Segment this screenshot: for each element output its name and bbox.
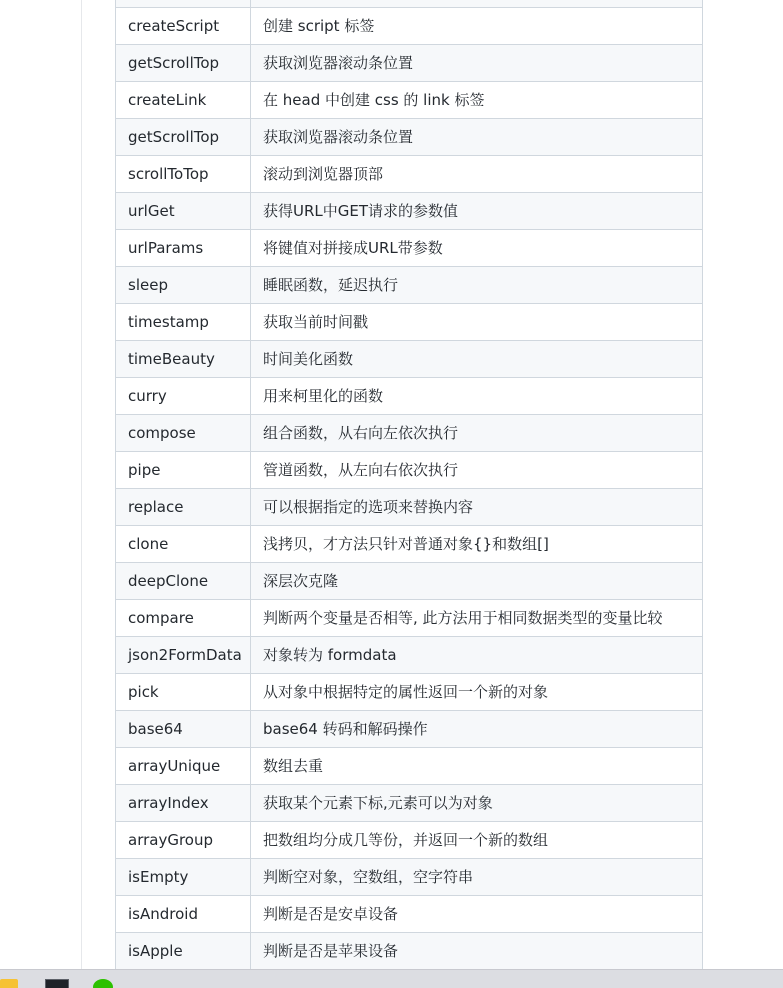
function-desc-cell: 深层次克隆 [251,563,703,600]
function-name-cell: timeBeauty [116,341,251,378]
function-name-cell: sleep [116,267,251,304]
function-name-cell: clone [116,526,251,563]
function-name-cell: isEmpty [116,859,251,896]
function-name-cell: arrayGroup [116,822,251,859]
table-row [116,341,703,378]
function-desc-cell: 睡眠函数，延迟执行 [251,267,703,304]
function-desc-cell: 获取某个元素下标,元素可以为对象 [251,785,703,822]
function-name-cell [116,0,251,8]
function-desc-cell: 获取浏览器滚动条位置 [251,119,703,156]
table-row [116,674,703,711]
function-desc-cell: 浅拷贝，才方法只针对普通对象{}和数组[] [251,526,703,563]
table-row [116,119,703,156]
table-row [116,637,703,674]
function-desc-cell: 用来柯里化的函数 [251,378,703,415]
table-row [116,822,703,859]
function-desc-cell: 在 head 中创建 css 的 link 标签 [251,82,703,119]
function-name-cell: replace [116,489,251,526]
function-desc-cell: 判断是否是安卓设备 [251,896,703,933]
function-name-cell: compose [116,415,251,452]
function-desc-cell: 数组去重 [251,748,703,785]
function-name-cell: pick [116,674,251,711]
function-desc-cell: 可以根据指定的选项来替换内容 [251,489,703,526]
table-row [116,193,703,230]
table-row [116,748,703,785]
function-desc-cell: 创建 script 标签 [251,8,703,45]
function-desc-cell: 滚动到浏览器顶部 [251,156,703,193]
table-row [116,933,703,970]
function-desc-cell: 获取浏览器滚动条位置 [251,45,703,82]
function-desc-cell [251,0,703,8]
table-row [116,156,703,193]
function-name-cell: json2FormData [116,637,251,674]
function-name-cell: isAndroid [116,896,251,933]
function-desc-cell: base64 转码和解码操作 [251,711,703,748]
function-name-cell: isApple [116,933,251,970]
function-name-cell: pipe [116,452,251,489]
function-desc-cell: 从对象中根据特定的属性返回一个新的对象 [251,674,703,711]
function-desc-cell: 管道函数，从左向右依次执行 [251,452,703,489]
table-row [116,452,703,489]
table-row [116,267,703,304]
function-desc-cell: 判断两个变量是否相等, 此方法用于相同数据类型的变量比较 [251,600,703,637]
table-row [116,230,703,267]
table-row [116,563,703,600]
table-row [116,82,703,119]
table-row [116,415,703,452]
function-desc-cell: 获取当前时间戳 [251,304,703,341]
function-name-cell: urlParams [116,230,251,267]
table-row [116,785,703,822]
function-name-cell: scrollToTop [116,156,251,193]
function-name-cell: timestamp [116,304,251,341]
function-name-cell: arrayIndex [116,785,251,822]
table-row [116,378,703,415]
function-name-cell: urlGet [116,193,251,230]
function-name-cell: createLink [116,82,251,119]
function-desc-cell: 组合函数，从右向左依次执行 [251,415,703,452]
function-name-cell: deepClone [116,563,251,600]
function-table [115,0,702,970]
function-desc-cell: 时间美化函数 [251,341,703,378]
function-name-cell: curry [116,378,251,415]
function-name-cell: createScript [116,8,251,45]
table-row [116,526,703,563]
function-name-cell: compare [116,600,251,637]
table-row [116,304,703,341]
function-name-cell: getScrollTop [116,119,251,156]
function-desc-cell: 判断空对象，空数组，空字符串 [251,859,703,896]
table-row [116,489,703,526]
function-desc-cell: 把数组均分成几等份，并返回一个新的数组 [251,822,703,859]
content-left-border [81,0,82,969]
table-row [116,859,703,896]
table-row [116,600,703,637]
taskbar [0,969,783,988]
function-name-cell: base64 [116,711,251,748]
table-row [116,8,703,45]
function-desc-cell: 对象转为 formdata [251,637,703,674]
function-name-cell: arrayUnique [116,748,251,785]
table-row [116,45,703,82]
function-desc-cell: 判断是否是苹果设备 [251,933,703,970]
function-name-cell: getScrollTop [116,45,251,82]
function-desc-cell: 获得URL中GET请求的参数值 [251,193,703,230]
table-row [116,711,703,748]
table-row [116,0,703,8]
function-desc-cell: 将键值对拼接成URL带参数 [251,230,703,267]
table-row [116,896,703,933]
